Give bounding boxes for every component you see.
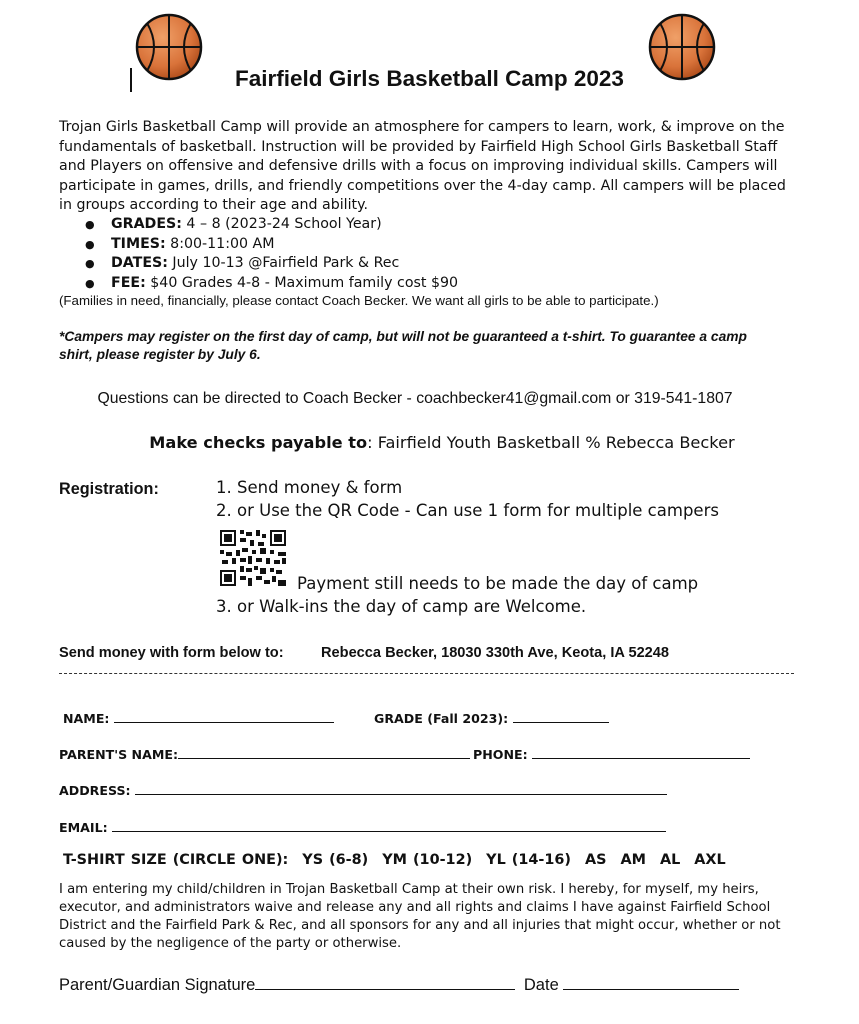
tshirt-size-option[interactable]: AL — [659, 852, 681, 868]
waiver-text: I am entering my child/children in Trojan Basketball Camp at their own risk. I hereby, for myself, my heirs, executor, and administrators waive and release any and all rights and claims I have against Fairfield School District and the Fairfield Park & Rec, and all sponsors for any and all injuries that might occur, whether or not caused by the negligence of the party or otherwise. — [59, 882, 781, 951]
registration-step-1: 1. Send money & form — [216, 478, 403, 497]
parent-name-field[interactable]: PARENT'S NAME: — [59, 746, 470, 762]
cut-line-divider — [59, 673, 794, 674]
details-list — [85, 215, 458, 293]
tshirt-size-option[interactable]: YM (10-12) — [382, 852, 473, 868]
payment-note: Payment still needs to be made the day of camp — [297, 574, 699, 593]
detail-grades: ● GRADES: 4 – 8 (2023-24 School Year) — [85, 215, 458, 235]
questions-line: Questions can be directed to Coach Becker - coachbecker41@gmail.com or 319-541-1807 — [97, 390, 733, 407]
send-money-line: Send money with form below to: Rebecca Becker, 18030 330th Ave, Keota, IA 52248 — [59, 645, 670, 661]
registration-step-3: 3. or Walk-ins the day of camp are Welcome. — [216, 597, 587, 616]
tshirt-size-label: T-SHIRT SIZE (CIRCLE ONE): — [63, 852, 289, 868]
checks-payable: Make checks payable to: Fairfield Youth Basketball % Rebecca Becker — [149, 433, 735, 452]
name-field[interactable]: NAME: — [63, 710, 334, 726]
email-field[interactable]: EMAIL: — [59, 819, 666, 835]
detail-fee: ● FEE: $40 Grades 4-8 - Maximum family cost $90 — [85, 274, 458, 294]
tshirt-size-option[interactable]: AXL — [694, 852, 726, 868]
intro-paragraph: Trojan Girls Basketball Camp will provide an atmosphere for campers to learn, work, & improve on the fundamentals of basketball. Instruction will be provided by Fairfield High School Girls Basketball Staff and Players on offensive and defensive drills with a focus on improving individual skills. Campers will participate in games, drills, and friendly competitions over the 4-day camp. All campers will be placed in groups according to their age and ability. — [59, 119, 786, 214]
tshirt-size-row — [63, 852, 740, 868]
tshirt-size-option[interactable]: AS — [584, 852, 607, 868]
tshirt-size-option[interactable]: AM — [620, 852, 646, 868]
registration-step-2: 2. or Use the QR Code - Can use 1 form for multiple campers — [216, 501, 719, 520]
detail-dates: ● DATES: July 10-13 @Fairfield Park & Rec — [85, 254, 458, 274]
address-field[interactable]: ADDRESS: — [59, 782, 667, 798]
detail-times: ● TIMES: 8:00-11:00 AM — [85, 235, 458, 255]
signature-line[interactable]: Parent/Guardian Signature Date — [59, 974, 739, 995]
tshirt-size-option[interactable]: YS (6-8) — [302, 852, 369, 868]
registration-label: Registration: — [59, 480, 159, 498]
shirt-note: *Campers may register on the first day of camp, but will not be guaranteed a t-shirt. To guarantee a camp shirt, please register by July 6. — [59, 329, 747, 362]
families-note: (Families in need, financially, please contact Coach Becker. We want all girls to be able to participate.) — [59, 293, 659, 308]
phone-field[interactable]: PHONE: — [473, 746, 750, 762]
tshirt-size-option[interactable]: YL (14-16) — [486, 852, 571, 868]
page-title: Fairfield Girls Basketball Camp 2023 — [235, 66, 624, 91]
grade-field[interactable]: GRADE (Fall 2023): — [374, 710, 609, 726]
qr-code-icon[interactable] — [220, 530, 286, 586]
